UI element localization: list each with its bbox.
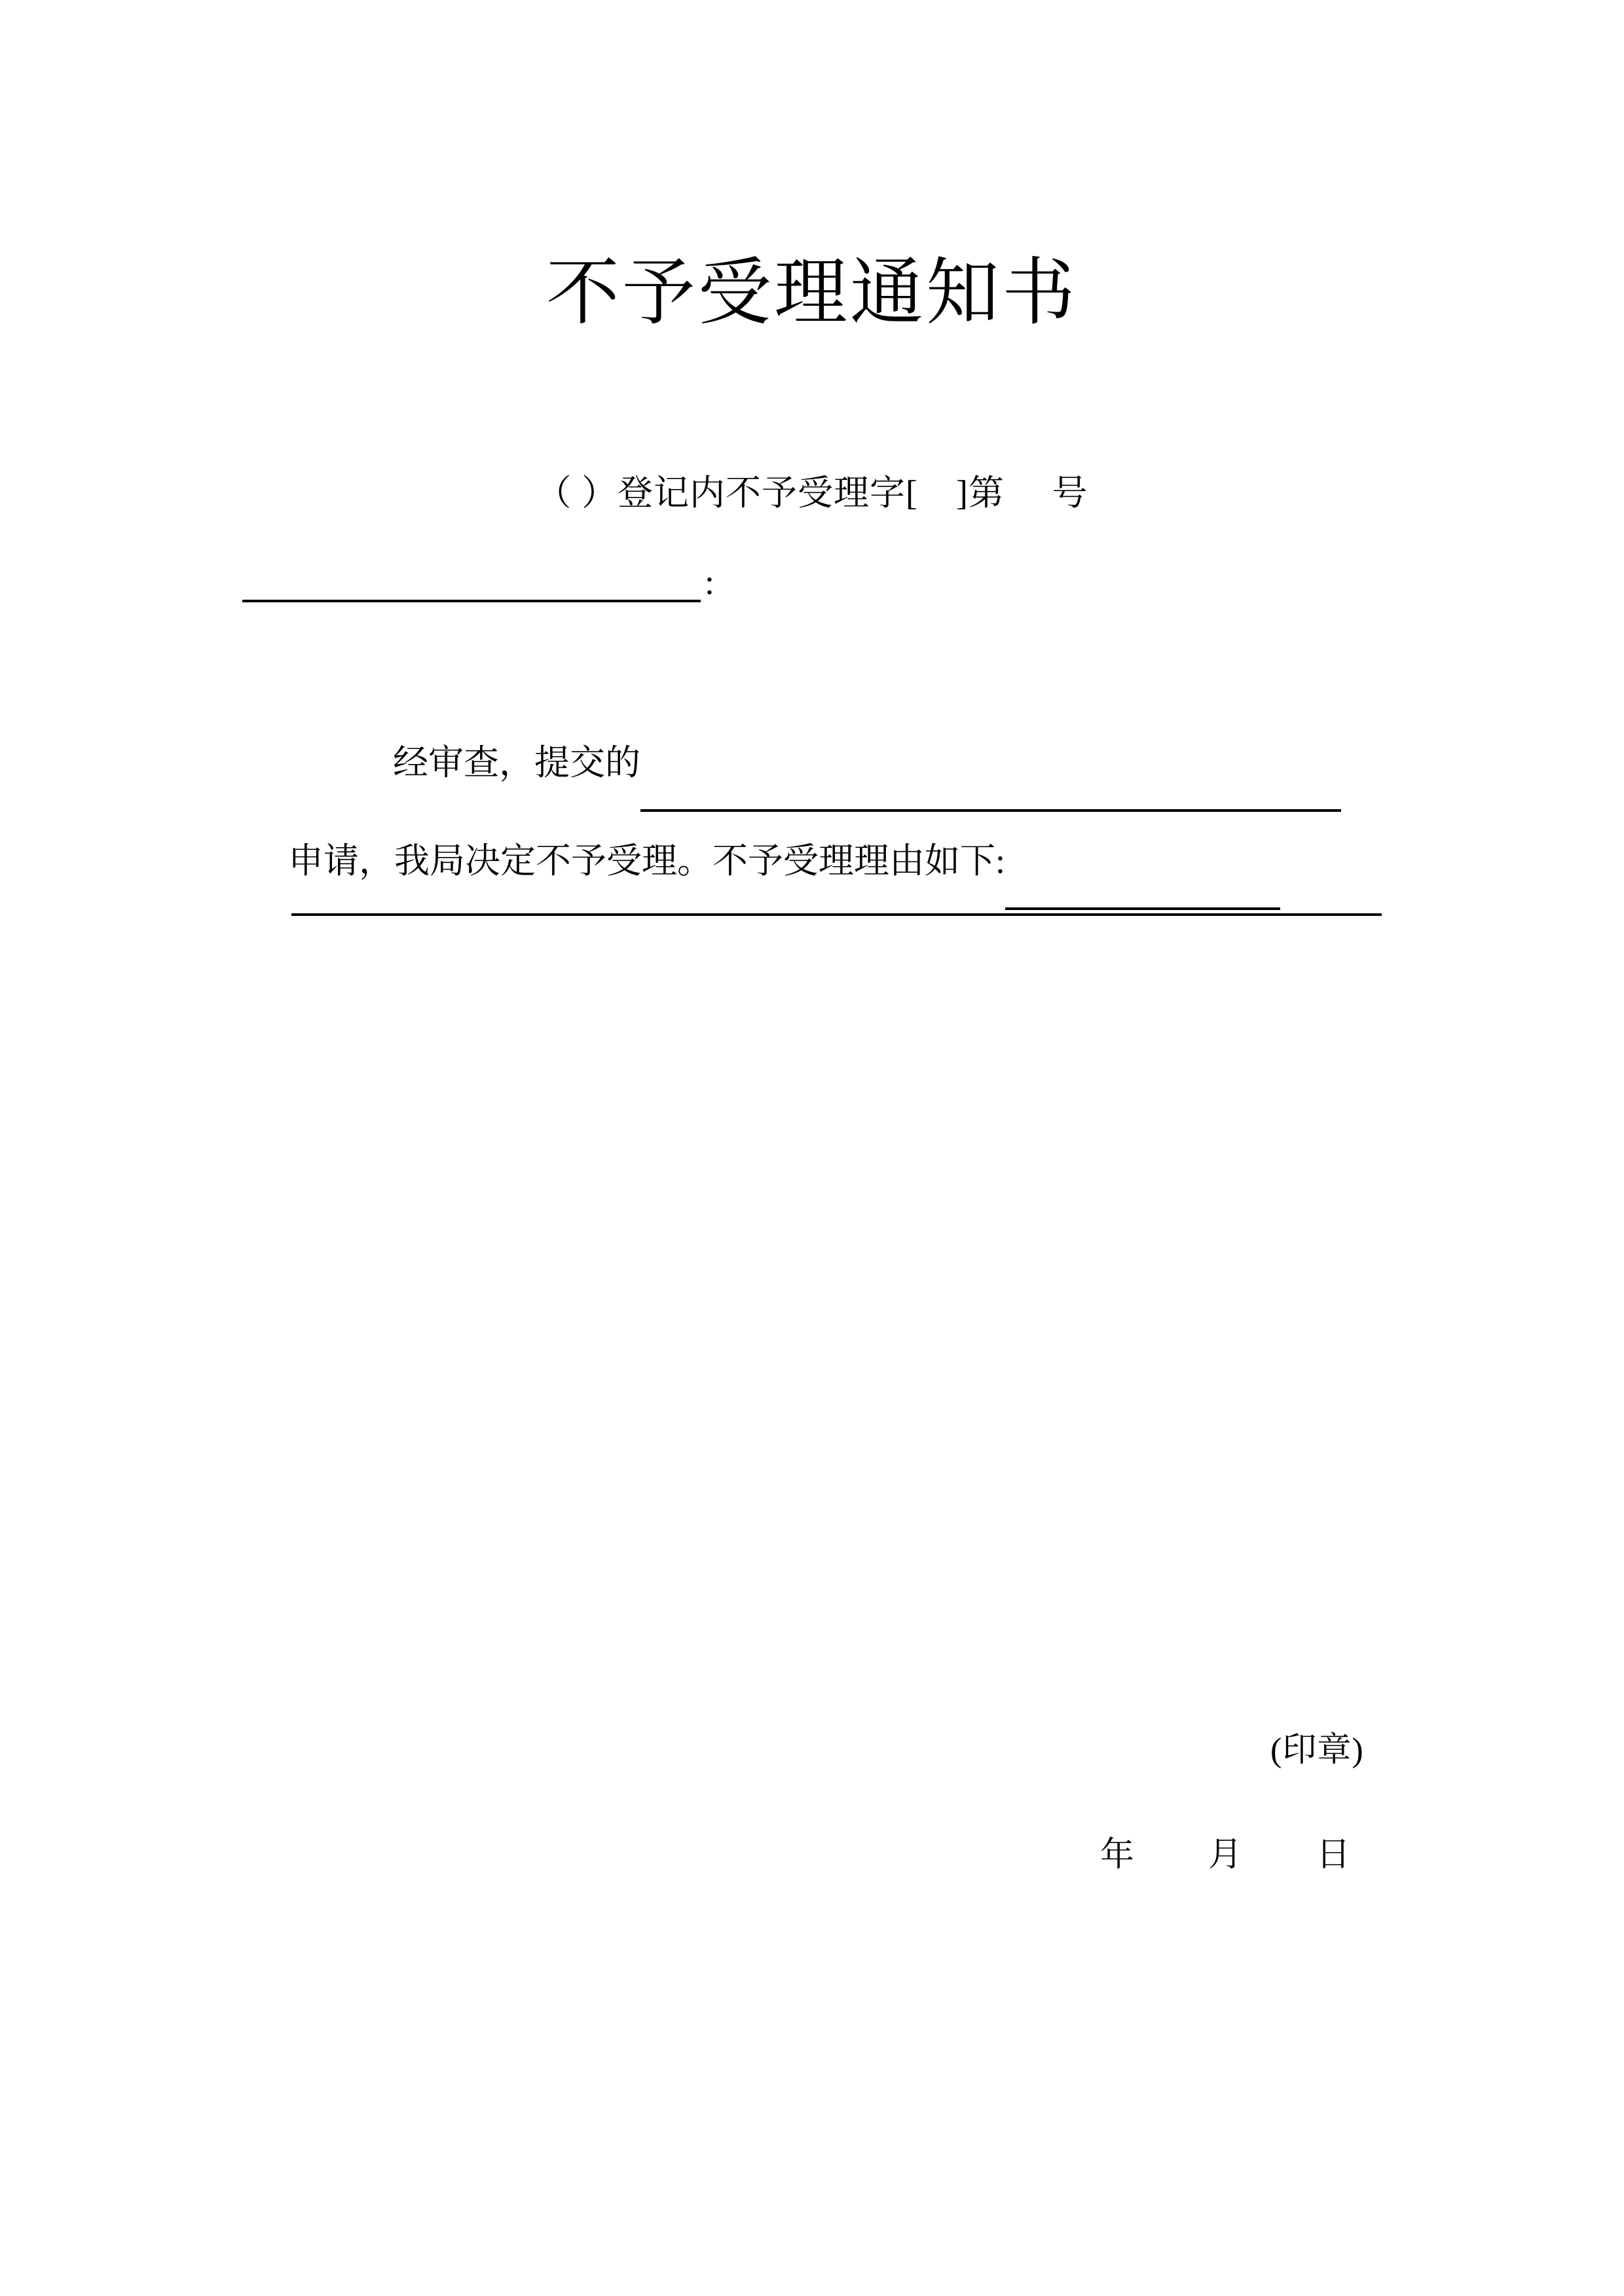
addressee-colon: : (705, 562, 715, 602)
reason-blank-input-2[interactable] (291, 913, 1382, 916)
document-number-line: （ ）登记内不予受理字[ ]第 号 (536, 473, 1088, 513)
seal-label: (印章) (1270, 1732, 1364, 1769)
date-line: 年 月 日 (1100, 1836, 1352, 1874)
body-paragraph (288, 714, 1382, 910)
reason-blank-input-1[interactable] (1005, 869, 1280, 910)
body-line-1 (288, 714, 1382, 812)
page-title: 不予受理通知书 (546, 250, 1078, 335)
application-name-blank-input[interactable] (640, 771, 1341, 812)
addressee-row (242, 563, 714, 602)
body-line-2 (288, 812, 1382, 910)
addressee-blank-input[interactable] (242, 563, 701, 602)
body-line-2-text: 申请，我局决定不予受理。不予受理理由如下: (288, 841, 1006, 881)
body-line-1-text: 经审查，提交的 (393, 743, 640, 782)
